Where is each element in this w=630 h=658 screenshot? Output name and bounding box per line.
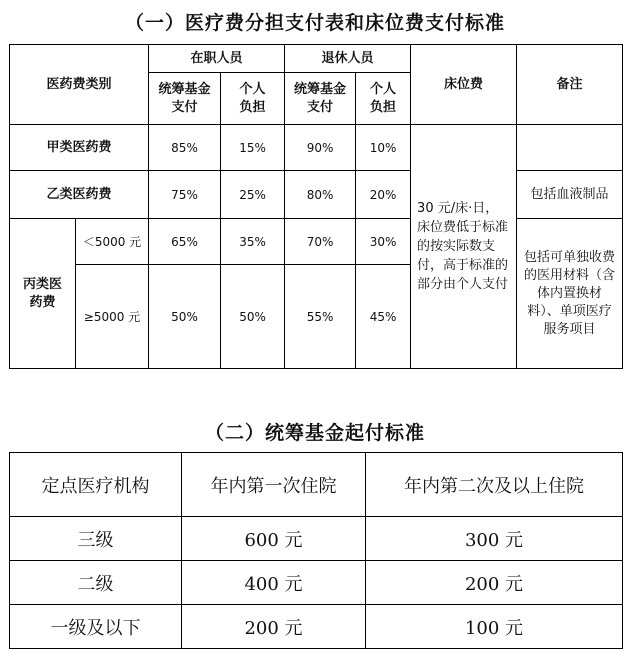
class-c-low-work-individual: 35%: [221, 219, 285, 265]
work-fund-header: 统筹基金支付: [149, 73, 221, 125]
retired-individual-header: 个人负担: [356, 73, 411, 125]
institution-header: 定点医疗机构: [10, 453, 182, 517]
table-row: [10, 517, 623, 561]
retired-header: 退休人员: [285, 45, 411, 73]
first-stay-header: 年内第一次住院: [182, 453, 366, 517]
section1-title: （一）医疗费分担支付表和床位费支付标准: [124, 12, 505, 34]
retired-fund-header: 统筹基金支付: [285, 73, 356, 125]
payment-sharing-table: [9, 44, 623, 369]
class-c-label: 丙类医药费: [10, 219, 76, 369]
second-stay-cell: 100 元: [366, 605, 623, 649]
class-c-low-work-fund: 65%: [149, 219, 221, 265]
class-a-work-fund: 85%: [149, 125, 221, 171]
first-stay-cell: 400 元: [182, 561, 366, 605]
class-c-high-label: ≥5000 元: [76, 265, 149, 369]
class-b-label: 乙类医药费: [10, 171, 149, 219]
deductible-table: [9, 452, 623, 649]
table-row: [10, 171, 623, 219]
class-b-work-fund: 75%: [149, 171, 221, 219]
class-b-remark: 包括血液制品: [517, 171, 623, 219]
class-c-high-retired-fund: 55%: [285, 265, 356, 369]
first-stay-cell: 600 元: [182, 517, 366, 561]
bed-fee-header: 床位费: [411, 45, 517, 125]
second-stay-header: 年内第二次及以上住院: [366, 453, 623, 517]
category-header: 医药费类别: [10, 45, 149, 125]
table-row: [10, 561, 623, 605]
work-individual-header: 个人负担: [221, 73, 285, 125]
level-cell: 二级: [10, 561, 182, 605]
section2-title: （二）统筹基金起付标准: [204, 422, 425, 444]
class-c-remark: 包括可单独收费的医用材料（含体内置换材料）、单项医疗服务项目: [517, 219, 623, 369]
class-b-retired-individual: 20%: [356, 171, 411, 219]
in-service-header: 在职人员: [149, 45, 285, 73]
first-stay-cell: 200 元: [182, 605, 366, 649]
level-cell: 一级及以下: [10, 605, 182, 649]
class-a-work-individual: 15%: [221, 125, 285, 171]
second-stay-cell: 200 元: [366, 561, 623, 605]
bed-fee-cell: 30 元/床·日，床位费低于标准的按实际数支付，高于标准的部分由个人支付: [411, 125, 517, 369]
class-a-label: 甲类医药费: [10, 125, 149, 171]
class-b-work-individual: 25%: [221, 171, 285, 219]
class-a-retired-fund: 90%: [285, 125, 356, 171]
second-stay-cell: 300 元: [366, 517, 623, 561]
table-row: [10, 125, 623, 171]
class-c-low-retired-individual: 30%: [356, 219, 411, 265]
remarks-header: 备注: [517, 45, 623, 125]
table-row: [10, 219, 623, 265]
class-c-high-retired-individual: 45%: [356, 265, 411, 369]
class-c-high-work-individual: 50%: [221, 265, 285, 369]
class-a-retired-individual: 10%: [356, 125, 411, 171]
table-row: [10, 605, 623, 649]
class-c-high-work-fund: 50%: [149, 265, 221, 369]
level-cell: 三级: [10, 517, 182, 561]
class-c-low-label: ＜5000 元: [76, 219, 149, 265]
class-a-remark: [517, 125, 623, 171]
class-b-retired-fund: 80%: [285, 171, 356, 219]
class-c-low-retired-fund: 70%: [285, 219, 356, 265]
